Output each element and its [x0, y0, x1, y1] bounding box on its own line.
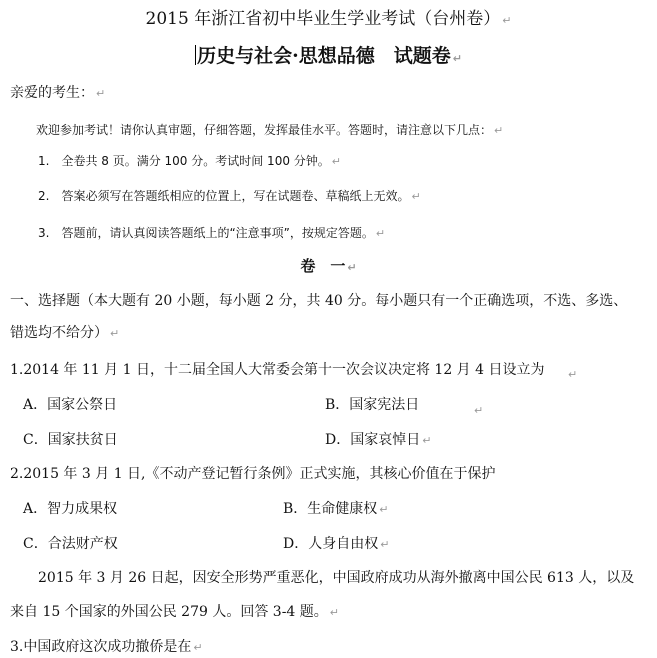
notice-item: 1. 全卷共 8 页。满分 100 分。考试时间 100 分钟。 ↵ — [38, 154, 341, 168]
paragraph-mark-icon: ↵ — [110, 327, 120, 340]
paragraph-mark-icon: ↵ — [331, 155, 341, 168]
option-b: B．国家宪法日 — [325, 397, 420, 413]
passage-text: 2015 年 3 月 26 日起，因安全形势严重恶化，中国政府成功从海外撤离中国公民 613 人，以及 — [38, 570, 635, 586]
exam-title: 2015 年浙江省初中毕业生学业考试（台州卷） ↵ — [145, 9, 512, 29]
paragraph-mark-icon: ↵ — [568, 368, 578, 381]
paragraph-mark-icon: ↵ — [494, 124, 504, 137]
passage-text-cont: 来自 15 个国家的外国公民 279 人。回答 3-4 题。 ↵ — [10, 604, 339, 620]
section-instructions: 一、选择题（本大题有 20 小题，每小题 2 分，共 40 分。每小题只有一个正确选项，不选、多选、 — [10, 293, 628, 309]
option-c: C．国家扶贫日 — [23, 432, 118, 448]
paragraph-mark-icon: ↵ — [502, 14, 512, 27]
section-instructions-cont: 错选均不给分） ↵ — [10, 325, 120, 341]
paragraph-mark-icon: ↵ — [379, 503, 389, 516]
notice-item: 3. 答题前，请认真阅读答题纸上的“注意事项”，按规定答题。 ↵ — [38, 226, 386, 240]
paragraph-mark-icon: ↵ — [474, 404, 484, 417]
paragraph-mark-icon: ↵ — [452, 52, 462, 65]
option-a: A．国家公祭日 — [23, 397, 118, 413]
greeting: 亲爱的考生： ↵ — [10, 85, 106, 101]
option-d: D．人身自由权 ↵ — [283, 536, 390, 552]
question-stem: 3.中国政府这次成功撤侨是在 ↵ — [10, 639, 203, 655]
paragraph-mark-icon: ↵ — [380, 538, 390, 551]
paragraph-mark-icon: ↵ — [411, 190, 421, 203]
paragraph-mark-icon: ↵ — [422, 434, 432, 447]
text-cursor — [195, 45, 196, 65]
paragraph-mark-icon: ↵ — [193, 641, 203, 654]
notice-intro: 欢迎参加考试！请你认真审题，仔细答题，发挥最佳水平。答题时，请注意以下几点： ↵ — [36, 123, 504, 137]
section-title: 卷 一 ↵ — [300, 257, 357, 275]
notice-item: 2. 答案必须写在答题纸相应的位置上，写在试题卷、草稿纸上无效。 ↵ — [38, 189, 421, 203]
paragraph-mark-icon: ↵ — [96, 87, 106, 100]
exam-subtitle: 历史与社会·思想品德 试题卷 ↵ — [197, 45, 462, 67]
paragraph-mark-icon: ↵ — [375, 227, 386, 240]
option-d: D．国家哀悼日 ↵ — [325, 432, 432, 448]
option-c: C．合法财产权 — [23, 536, 118, 552]
paragraph-mark-icon: ↵ — [347, 261, 357, 274]
option-b: B．生命健康权 ↵ — [283, 501, 389, 517]
question-stem: 1.2014 年 11 月 1 日，十二届全国人大常委会第十一次会议决定将 12 月 4 日设立为 — [10, 362, 545, 378]
question-stem: 2.2015 年 3 月 1 日,《不动产登记暂行条例》正式实施，其核心价值在于保护 — [10, 466, 496, 482]
paragraph-mark-icon: ↵ — [329, 606, 339, 619]
option-a: A．智力成果权 — [23, 501, 118, 517]
